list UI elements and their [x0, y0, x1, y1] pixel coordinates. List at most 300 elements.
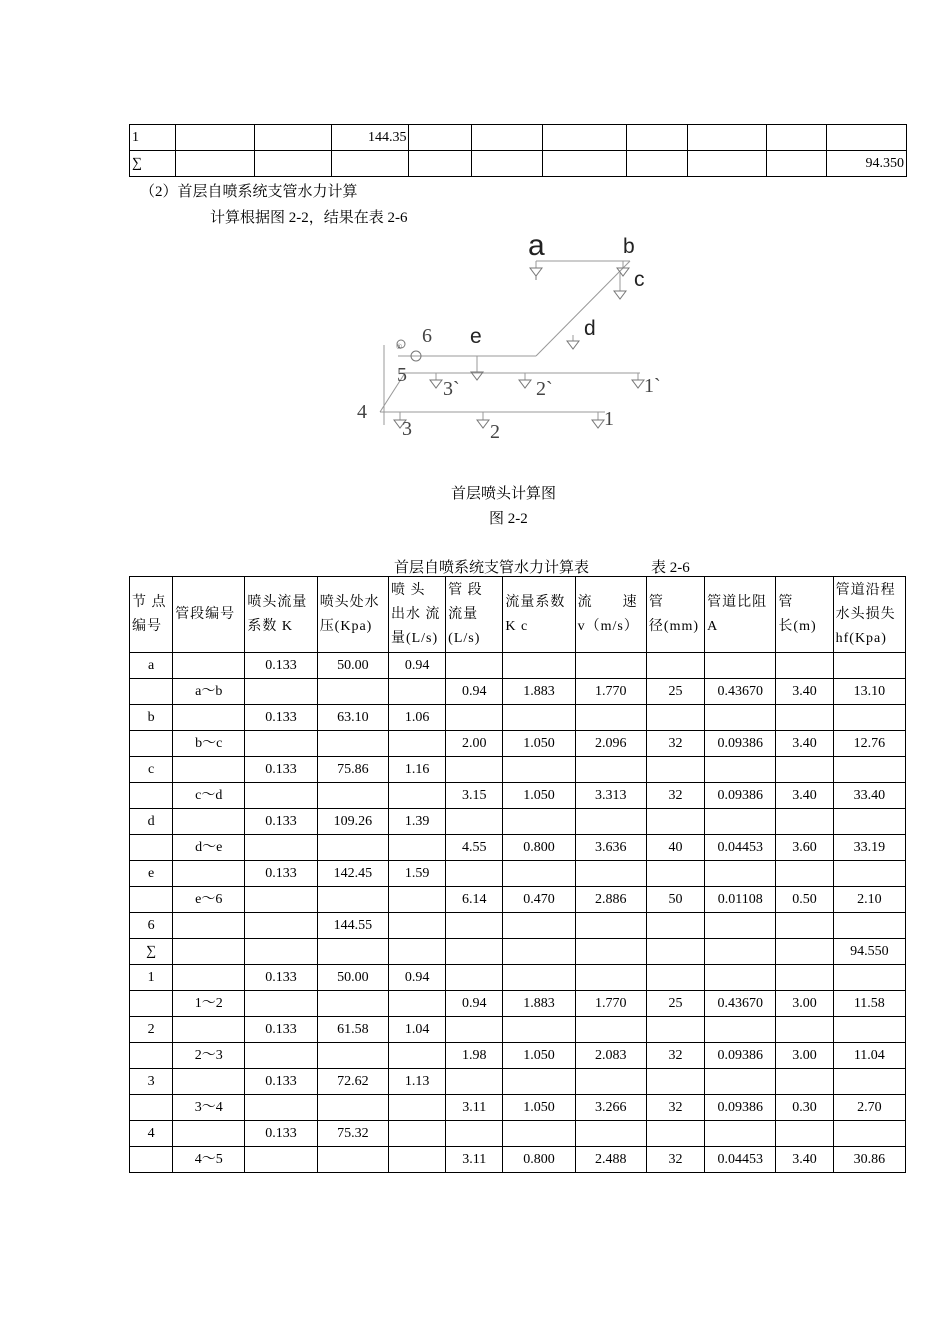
table-cell [446, 1017, 503, 1043]
table-cell: 0.04453 [705, 1147, 776, 1173]
table-cell: 25 [646, 991, 704, 1017]
table-cell [388, 913, 445, 939]
table-cell: 144.55 [317, 913, 388, 939]
table-cell: 1.770 [575, 991, 646, 1017]
table-cell [173, 939, 245, 965]
table-cell [776, 939, 833, 965]
table-cell [130, 1147, 173, 1173]
table-cell: 0.133 [245, 861, 317, 887]
table-cell: a [130, 653, 173, 679]
figure-caption: 首层喷头计算图 [451, 486, 557, 502]
table-cell [833, 861, 905, 887]
table-row [130, 1095, 906, 1121]
table-row [130, 939, 906, 965]
table-cell [255, 125, 332, 151]
continued-table-row [130, 151, 907, 177]
column-header: 管道比阻A [705, 577, 776, 653]
table-cell: 0.133 [245, 965, 317, 991]
table-cell: 1.04 [388, 1017, 445, 1043]
table-cell [173, 913, 245, 939]
table-row [130, 679, 906, 705]
table-cell [317, 679, 388, 705]
table-row [130, 1043, 906, 1069]
table-cell [317, 991, 388, 1017]
table-cell: 11.04 [833, 1043, 905, 1069]
table-cell [503, 1069, 575, 1095]
table-row [130, 731, 906, 757]
table-cell: 1.050 [503, 783, 575, 809]
node-label-e: e [470, 325, 482, 348]
table-cell [503, 1017, 575, 1043]
table-cell: 1 [130, 125, 176, 151]
table-cell [173, 757, 245, 783]
table-cell: 33.40 [833, 783, 905, 809]
table-cell [130, 1095, 173, 1121]
table-cell [646, 705, 704, 731]
table-cell [503, 939, 575, 965]
node-label-1-prime: 1ˋ [644, 375, 661, 397]
table-cell [776, 705, 833, 731]
table-cell [833, 757, 905, 783]
table-cell: 1.06 [388, 705, 445, 731]
table-cell: 32 [646, 783, 704, 809]
table-cell [503, 809, 575, 835]
table-cell: 3～4 [173, 1095, 245, 1121]
table-cell [646, 861, 704, 887]
table-cell [705, 653, 776, 679]
table-cell [388, 783, 445, 809]
table-cell [575, 705, 646, 731]
table-cell [503, 705, 575, 731]
table-cell [446, 1121, 503, 1147]
node-label-4: 4 [357, 401, 367, 423]
node-label-b: b [623, 235, 635, 258]
table-cell [646, 1121, 704, 1147]
table-cell [687, 151, 766, 177]
table-cell: 3.266 [575, 1095, 646, 1121]
continued-table-body [130, 125, 907, 177]
table-row [130, 913, 906, 939]
table-cell: 0.01108 [705, 887, 776, 913]
table-cell: c [130, 757, 173, 783]
table-cell [245, 679, 317, 705]
table-cell: 0.43670 [705, 991, 776, 1017]
table-cell [833, 653, 905, 679]
table-cell: b [130, 705, 173, 731]
table-cell [388, 991, 445, 1017]
hydraulic-calc-table-body [130, 577, 906, 1173]
table-cell: 1.39 [388, 809, 445, 835]
table-cell: 1.883 [503, 679, 575, 705]
table-cell [776, 965, 833, 991]
column-header: 喷头处水压(Kpa) [317, 577, 388, 653]
table-cell: 32 [646, 1043, 704, 1069]
table-cell: 32 [646, 731, 704, 757]
table-cell [776, 1121, 833, 1147]
table-cell [176, 125, 255, 151]
table-cell [245, 1043, 317, 1069]
table-cell [446, 705, 503, 731]
table-cell: 0.133 [245, 705, 317, 731]
hydraulic-calc-table [129, 576, 906, 1173]
table-cell: 6 [130, 913, 173, 939]
table-cell: 3.00 [776, 991, 833, 1017]
table-cell [833, 1017, 905, 1043]
table-cell: 3.636 [575, 835, 646, 861]
table-cell [388, 835, 445, 861]
table-cell: 0.09386 [705, 783, 776, 809]
table-cell [705, 809, 776, 835]
node-label-3: 3 [402, 418, 412, 440]
table-cell [317, 1095, 388, 1121]
table-row [130, 887, 906, 913]
table-cell [130, 731, 173, 757]
table-cell [446, 861, 503, 887]
table-cell: 30.86 [833, 1147, 905, 1173]
table-cell [317, 1043, 388, 1069]
table-cell: 0.133 [245, 1017, 317, 1043]
table-cell: 0.94 [446, 679, 503, 705]
table-cell [575, 757, 646, 783]
table-cell: 11.58 [833, 991, 905, 1017]
table-cell [245, 835, 317, 861]
table-cell [776, 653, 833, 679]
table-cell [503, 653, 575, 679]
column-header: 喷头流量系数 K [245, 577, 317, 653]
column-header: 流 速v（m/s） [575, 577, 646, 653]
table-cell [575, 653, 646, 679]
table-row [130, 809, 906, 835]
table-cell [173, 1017, 245, 1043]
table-cell: 0.133 [245, 1069, 317, 1095]
table-cell [575, 861, 646, 887]
table-cell [776, 809, 833, 835]
table-cell [646, 757, 704, 783]
table-cell: 3.15 [446, 783, 503, 809]
table-cell [503, 1121, 575, 1147]
table-cell [446, 965, 503, 991]
continued-table-row [130, 125, 907, 151]
table-cell: 1 [130, 965, 173, 991]
table-cell [705, 965, 776, 991]
table-cell [646, 809, 704, 835]
table-cell [503, 757, 575, 783]
table-cell [245, 913, 317, 939]
table-cell [388, 887, 445, 913]
table-cell: 3.40 [776, 1147, 833, 1173]
table-cell: 75.32 [317, 1121, 388, 1147]
table-cell [575, 1121, 646, 1147]
table-cell: 3 [130, 1069, 173, 1095]
table-cell [776, 757, 833, 783]
continued-table [129, 124, 907, 177]
table-cell [503, 913, 575, 939]
table-cell: 4～5 [173, 1147, 245, 1173]
table-cell [130, 887, 173, 913]
table-cell: 4.55 [446, 835, 503, 861]
table-cell [388, 679, 445, 705]
table-cell [409, 125, 472, 151]
table-cell: 50.00 [317, 965, 388, 991]
table-cell [173, 1121, 245, 1147]
table-cell [646, 1017, 704, 1043]
table-cell [705, 939, 776, 965]
table-cell: 72.62 [317, 1069, 388, 1095]
table-cell [705, 1069, 776, 1095]
table-cell [646, 1069, 704, 1095]
table-cell: 0.43670 [705, 679, 776, 705]
table-cell: 0.133 [245, 653, 317, 679]
node-label-2: 2 [490, 421, 500, 443]
table-cell [409, 151, 472, 177]
table-cell: 0.133 [245, 809, 317, 835]
table-cell [503, 861, 575, 887]
table-cell [388, 1043, 445, 1069]
table-cell: 0.50 [776, 887, 833, 913]
table-cell [130, 783, 173, 809]
table-cell [130, 1043, 173, 1069]
table-cell: 0.94 [446, 991, 503, 1017]
table-cell [245, 731, 317, 757]
table-cell [173, 861, 245, 887]
table-cell [245, 783, 317, 809]
table-cell: 0.94 [388, 653, 445, 679]
table-cell: 4 [130, 1121, 173, 1147]
table-cell: 13.10 [833, 679, 905, 705]
node-label-a: a [528, 229, 545, 262]
table-cell [446, 653, 503, 679]
table-cell: ∑ [130, 939, 173, 965]
table-cell: 40 [646, 835, 704, 861]
table-cell: 0.800 [503, 835, 575, 861]
table-cell: 75.86 [317, 757, 388, 783]
table-cell: 2.00 [446, 731, 503, 757]
table-row [130, 1017, 906, 1043]
table-cell: 0.09386 [705, 1043, 776, 1069]
section-note: 计算根据图 2-2，结果在表 2-6 [210, 210, 408, 226]
table-cell: 2～3 [173, 1043, 245, 1069]
table-cell: 1.050 [503, 1043, 575, 1069]
table-row [130, 757, 906, 783]
table-cell: 1.59 [388, 861, 445, 887]
table-cell [130, 835, 173, 861]
table-cell: 109.26 [317, 809, 388, 835]
table-cell: 3.11 [446, 1095, 503, 1121]
node-label-5: 5 [397, 364, 407, 386]
table-cell [317, 1147, 388, 1173]
table-cell [627, 151, 687, 177]
table-cell [575, 809, 646, 835]
table-cell [543, 151, 627, 177]
table-cell [173, 809, 245, 835]
table-cell: 33.19 [833, 835, 905, 861]
table-cell [833, 705, 905, 731]
table-cell [255, 151, 332, 177]
table-cell [388, 1121, 445, 1147]
table-cell: 2.083 [575, 1043, 646, 1069]
table-cell [245, 887, 317, 913]
table-cell [446, 809, 503, 835]
table-number: 表 2-6 [651, 560, 690, 576]
table-cell [705, 913, 776, 939]
table-cell [833, 913, 905, 939]
table-cell [575, 913, 646, 939]
figure-number: 图 2-2 [489, 511, 528, 527]
column-header: 管段编号 [173, 577, 245, 653]
table-cell [472, 125, 543, 151]
table-row [130, 783, 906, 809]
table-cell: 6.14 [446, 887, 503, 913]
table-cell: 2.886 [575, 887, 646, 913]
table-cell: 3.60 [776, 835, 833, 861]
column-header: 管 段 流量(L/s) [446, 577, 503, 653]
table-cell: 94.350 [827, 151, 907, 177]
table-cell: 1.13 [388, 1069, 445, 1095]
table-cell [388, 1095, 445, 1121]
table-cell [446, 1069, 503, 1095]
table-cell [776, 1017, 833, 1043]
table-row [130, 835, 906, 861]
table-cell [646, 653, 704, 679]
table-cell [543, 125, 627, 151]
table-cell [575, 1017, 646, 1043]
table-cell [646, 939, 704, 965]
table-cell: 0.94 [388, 965, 445, 991]
table-cell [446, 913, 503, 939]
table-cell [827, 125, 907, 151]
table-cell: 3.40 [776, 679, 833, 705]
table-cell: 50.00 [317, 653, 388, 679]
table-cell: 144.35 [331, 125, 409, 151]
table-cell [173, 653, 245, 679]
table-cell: 3.40 [776, 731, 833, 757]
table-cell: 1.770 [575, 679, 646, 705]
column-header: 管 径(mm) [646, 577, 704, 653]
table-cell: 94.550 [833, 939, 905, 965]
table-cell [472, 151, 543, 177]
table-cell: d～e [173, 835, 245, 861]
table-row [130, 1147, 906, 1173]
table-row [130, 1069, 906, 1095]
table-cell [245, 991, 317, 1017]
node-label-6: 6 [422, 325, 432, 347]
table-cell [687, 125, 766, 151]
table-cell [646, 913, 704, 939]
node-label-d: d [584, 317, 596, 340]
column-header: 管道沿程水头损失hf(Kpa) [833, 577, 905, 653]
node-label-c: c [634, 268, 645, 291]
table-cell [705, 757, 776, 783]
table-cell: 25 [646, 679, 704, 705]
table-cell: 3.00 [776, 1043, 833, 1069]
table-cell [317, 887, 388, 913]
column-header: 管 长(m) [776, 577, 833, 653]
table-cell [705, 705, 776, 731]
table-cell [446, 757, 503, 783]
table-row [130, 991, 906, 1017]
node-label-1: 1 [604, 408, 614, 430]
table-cell: 63.10 [317, 705, 388, 731]
table-cell: b～c [173, 731, 245, 757]
table-cell [245, 1095, 317, 1121]
table-cell [317, 731, 388, 757]
sprinkler-head-icons [394, 268, 644, 428]
table-row [130, 705, 906, 731]
table-cell [388, 731, 445, 757]
table-cell [646, 965, 704, 991]
column-header: 流量系数 K c [503, 577, 575, 653]
table-cell [388, 1147, 445, 1173]
table-cell [245, 939, 317, 965]
table-cell: a～b [173, 679, 245, 705]
table-cell: 0.09386 [705, 731, 776, 757]
table-cell [317, 783, 388, 809]
table-cell: 12.76 [833, 731, 905, 757]
table-cell: 3.40 [776, 783, 833, 809]
table-cell: 61.58 [317, 1017, 388, 1043]
table-cell: 32 [646, 1147, 704, 1173]
table-title: 首层自喷系统支管水力计算表 [394, 560, 590, 576]
table-cell: e [130, 861, 173, 887]
table-cell [833, 1069, 905, 1095]
table-cell: 0.133 [245, 757, 317, 783]
table-cell [503, 965, 575, 991]
table-cell: 3.11 [446, 1147, 503, 1173]
table-cell: e～6 [173, 887, 245, 913]
table-cell: ∑ [130, 151, 176, 177]
table-cell [766, 151, 826, 177]
table-cell [575, 965, 646, 991]
column-header: 节 点编号 [130, 577, 173, 653]
table-cell: 0.800 [503, 1147, 575, 1173]
column-header: 喷 头 出水 流 量(L/s) [388, 577, 445, 653]
table-cell [705, 861, 776, 887]
table-cell [446, 939, 503, 965]
table-cell [317, 939, 388, 965]
table-cell: 1.16 [388, 757, 445, 783]
table-cell [388, 939, 445, 965]
table-row [130, 1121, 906, 1147]
section-heading: （2）首层自喷系统支管水力计算 [140, 184, 358, 200]
table-cell: 0.133 [245, 1121, 317, 1147]
table-cell [833, 1121, 905, 1147]
table-cell: 1.050 [503, 1095, 575, 1121]
table-cell [766, 125, 826, 151]
table-cell: 0.30 [776, 1095, 833, 1121]
table-cell [317, 835, 388, 861]
table-cell: 0.04453 [705, 835, 776, 861]
table-cell [776, 913, 833, 939]
table-cell: 2.096 [575, 731, 646, 757]
table-cell [245, 1147, 317, 1173]
table-cell: 0.09386 [705, 1095, 776, 1121]
table-cell [173, 965, 245, 991]
table-cell [176, 151, 255, 177]
table-row [130, 653, 906, 679]
table-cell: 142.45 [317, 861, 388, 887]
table-cell: 2.488 [575, 1147, 646, 1173]
table-cell [705, 1017, 776, 1043]
table-cell [776, 1069, 833, 1095]
table-cell [575, 939, 646, 965]
table-cell: c～d [173, 783, 245, 809]
table-cell: 1.883 [503, 991, 575, 1017]
table-cell [575, 1069, 646, 1095]
table-row [130, 965, 906, 991]
table-cell: 1～2 [173, 991, 245, 1017]
table-cell: 2 [130, 1017, 173, 1043]
table-cell [776, 861, 833, 887]
